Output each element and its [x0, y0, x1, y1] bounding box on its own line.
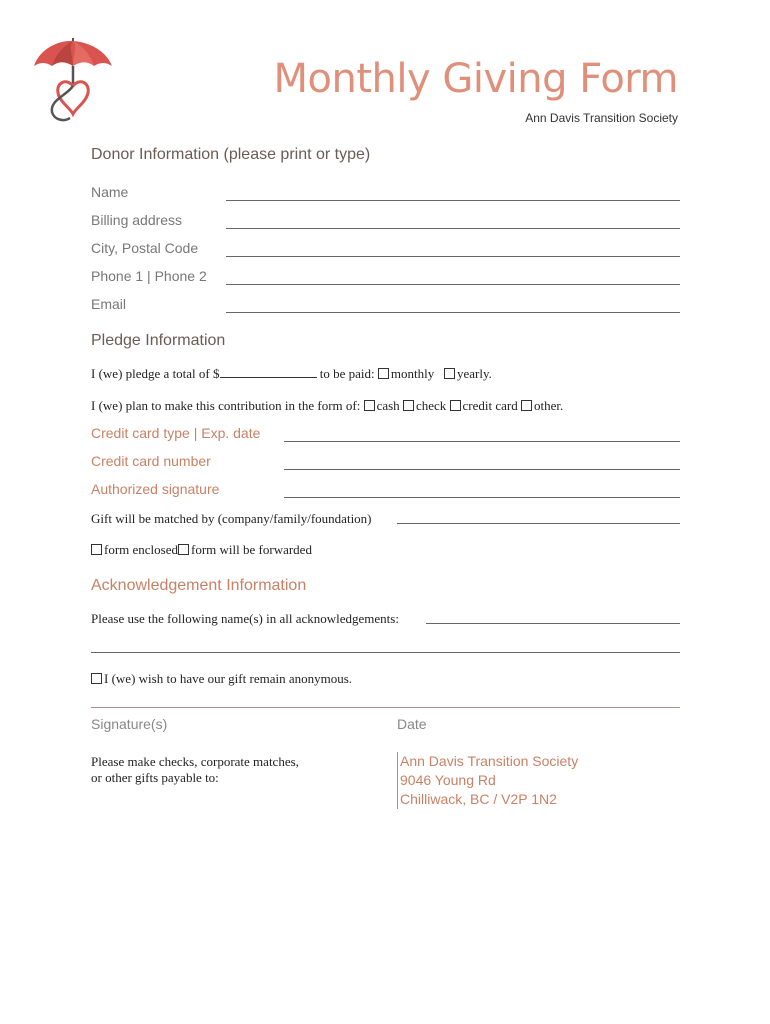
- divider: [91, 707, 680, 708]
- address-city: Chilliwack, BC / V2P 1N2: [400, 791, 557, 807]
- pledge-amount-line: [91, 366, 492, 382]
- form-forwarded-checkbox[interactable]: [178, 544, 189, 555]
- yearly-checkbox[interactable]: [444, 368, 455, 379]
- form-forwarded-label: form will be forwarded: [191, 542, 312, 557]
- anonymous-checkbox[interactable]: [91, 673, 102, 684]
- monthly-checkbox[interactable]: [378, 368, 389, 379]
- pledge-amount-mid: to be paid:: [316, 366, 378, 381]
- anonymous-label: I (we) wish to have our gift remain anonymous.: [104, 671, 353, 686]
- payable-instructions: [91, 754, 299, 786]
- credit-card-checkbox[interactable]: [450, 400, 461, 411]
- authorized-signature-label: Authorized signature: [91, 481, 220, 497]
- contribution-form-line: [91, 398, 563, 414]
- monthly-label: monthly: [390, 366, 435, 381]
- cash-checkbox[interactable]: [364, 400, 375, 411]
- other-label: other.: [533, 398, 564, 413]
- donor-section-heading: Donor Information (please print or type): [91, 146, 371, 163]
- cc-number-field[interactable]: [284, 469, 680, 470]
- billing-address-label: Billing address: [91, 212, 183, 228]
- contribution-form-prefix: I (we) plan to make this contribution in the form of:: [91, 398, 364, 413]
- gift-matched-field[interactable]: [397, 523, 680, 524]
- anonymous-line: [91, 671, 352, 687]
- address-org: Ann Davis Transition Society: [400, 753, 579, 769]
- check-checkbox[interactable]: [403, 400, 414, 411]
- ack-names-field-2[interactable]: [91, 652, 680, 653]
- phone-field[interactable]: [226, 284, 680, 285]
- page-subtitle: Ann Davis Transition Society: [525, 111, 678, 125]
- authorized-signature-field[interactable]: [284, 497, 680, 498]
- ack-names-label: Please use the following name(s) in all acknowledgements:: [91, 611, 399, 626]
- email-label: Email: [91, 296, 127, 312]
- city-postal-field[interactable]: [226, 256, 680, 257]
- name-field[interactable]: [226, 200, 680, 201]
- cc-type-field[interactable]: [284, 441, 680, 442]
- check-label: check: [415, 398, 447, 413]
- umbrella-heart-icon: [30, 38, 116, 124]
- billing-address-field[interactable]: [226, 228, 680, 229]
- gift-matched-label: Gift will be matched by (company/family/foundation): [91, 511, 372, 526]
- name-label: Name: [91, 184, 129, 200]
- city-postal-label: City, Postal Code: [91, 240, 199, 256]
- form-enclosed-checkbox[interactable]: [91, 544, 102, 555]
- email-field[interactable]: [226, 312, 680, 313]
- signature-label: Signature(s): [91, 716, 168, 732]
- form-options-line: [91, 542, 312, 558]
- payable-line-2: or other gifts payable to:: [91, 770, 219, 785]
- cc-type-label: Credit card type | Exp. date: [91, 425, 261, 441]
- credit-card-label: credit card: [462, 398, 518, 413]
- ack-names-field[interactable]: [426, 623, 680, 624]
- pledge-section-heading: Pledge Information: [91, 332, 226, 349]
- logo: [30, 38, 116, 124]
- yearly-label: yearly.: [457, 366, 492, 381]
- form-enclosed-label: form enclosed: [104, 542, 179, 557]
- phone-label: Phone 1 | Phone 2: [91, 268, 207, 284]
- other-checkbox[interactable]: [521, 400, 532, 411]
- cc-number-label: Credit card number: [91, 453, 211, 469]
- address-street: 9046 Young Rd: [400, 772, 496, 788]
- pledge-amount-prefix: I (we) pledge a total of $: [91, 366, 220, 381]
- mailing-address: [397, 752, 578, 809]
- page-title: Monthly Giving Form: [273, 56, 678, 102]
- pledge-amount-field[interactable]: [220, 367, 317, 378]
- date-label: Date: [397, 716, 427, 732]
- payable-line-1: Please make checks, corporate matches,: [91, 754, 299, 769]
- acknowledgement-section-heading: Acknowledgement Information: [91, 577, 307, 594]
- cash-label: cash: [376, 398, 400, 413]
